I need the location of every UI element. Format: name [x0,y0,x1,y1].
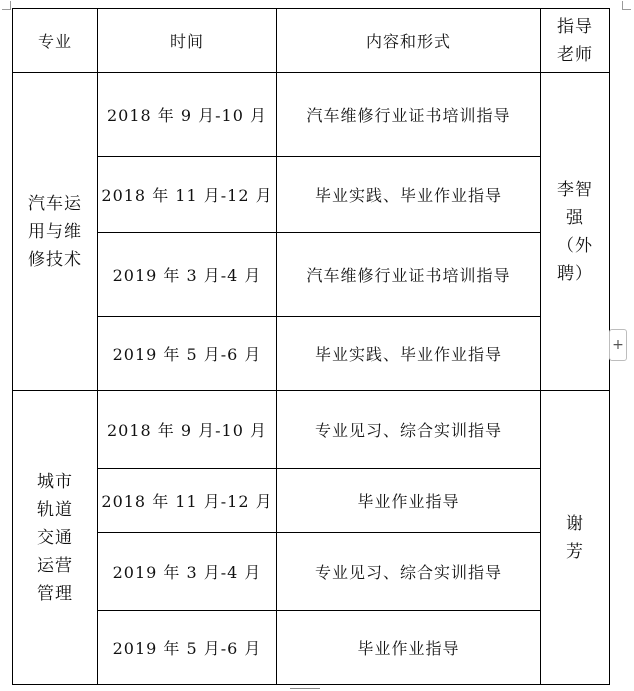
table-row [13,611,610,685]
content-cell: 毕业实践、毕业作业指导 [277,157,541,233]
header-teacher [541,9,610,73]
table-row [13,469,610,533]
content-cell: 汽车维修行业证书培训指导 [277,233,541,317]
header-major: 专业 [13,9,98,73]
time-cell: 2018 年 11 月-12 月 [98,469,277,533]
content-cell: 毕业作业指导 [277,611,541,685]
time-cell: 2019 年 3 月-4 月 [98,233,277,317]
header-teacher-label: 指导老师 [557,16,593,65]
major-cell-rail-transit [13,391,98,685]
time-cell: 2019 年 3 月-4 月 [98,533,277,611]
table-row [13,157,610,233]
time-cell: 2018 年 11 月-12 月 [98,157,277,233]
teacher-cell-automotive [541,73,610,391]
table-row [13,73,610,157]
time-cell: 2018 年 9 月-10 月 [98,391,277,469]
time-cell: 2018 年 9 月-10 月 [98,73,277,157]
teacher-label: 李智强（外聘） [557,179,593,284]
time-cell: 2019 年 5 月-6 月 [98,611,277,685]
table-row [13,233,610,317]
major-label: 汽车运用与维修技术 [28,193,82,270]
page-corner-mark-left [2,1,11,10]
expand-table-button[interactable]: + [609,329,627,361]
teacher-label: 谢芳 [566,513,584,562]
content-cell: 专业见习、综合实训指导 [277,533,541,611]
time-cell: 2019 年 5 月-6 月 [98,317,277,391]
table-row [13,317,610,391]
header-time: 时间 [98,9,277,73]
table-row [13,533,610,611]
table-row [13,391,610,469]
content-cell: 毕业作业指导 [277,469,541,533]
page-corner-mark-right [622,1,631,10]
header-row [13,9,610,73]
teacher-cell-rail-transit [541,391,610,685]
major-cell-automotive [13,73,98,391]
header-content: 内容和形式 [277,9,541,73]
guidance-schedule-table [12,8,610,685]
major-label: 城市轨道交通运营管理 [37,471,73,604]
content-cell: 专业见习、综合实训指导 [277,391,541,469]
content-cell: 毕业实践、毕业作业指导 [277,317,541,391]
content-cell: 汽车维修行业证书培训指导 [277,73,541,157]
